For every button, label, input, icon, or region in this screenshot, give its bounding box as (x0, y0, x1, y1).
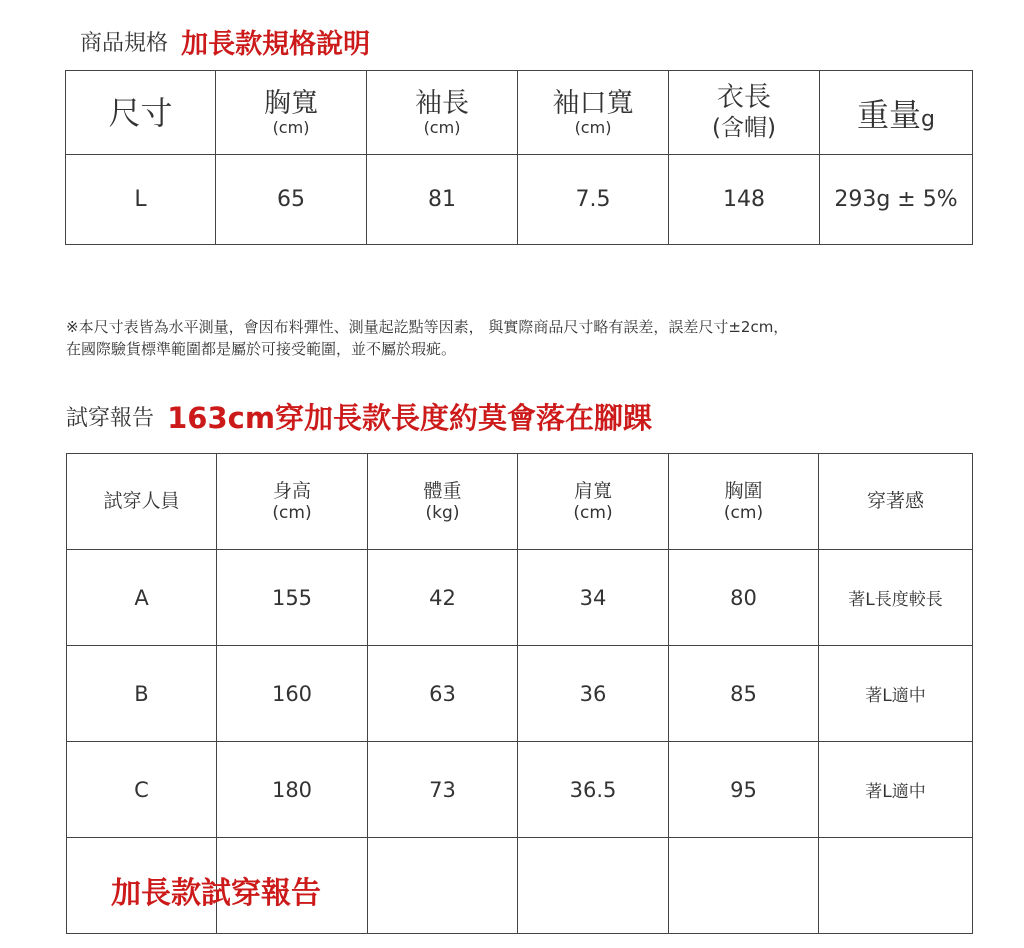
trial-footer-empty (368, 838, 518, 934)
trial-cell-height: 155 (217, 550, 368, 646)
spec-header-size: 尺寸 (66, 71, 216, 155)
trial-report-table (66, 453, 973, 934)
spec-cell-length: 148 (669, 155, 820, 245)
trial-footer-cell (67, 838, 321, 934)
spec-cell-cuff: 7.5 (518, 155, 669, 245)
trial-cell-chest: 85 (669, 646, 819, 742)
trial-cell-fit: 著L適中 (819, 742, 973, 838)
trial-cell-person: A (67, 550, 217, 646)
size-spec-table (65, 70, 973, 245)
trial-header-shoulder: 肩寬 (cm) (518, 454, 669, 550)
measurement-note (66, 316, 1006, 360)
trial-section-title: 163cm穿加長款長度約莫會落在腳踝 (167, 401, 653, 435)
spec-header-row (66, 71, 973, 155)
note-line-1: ※本尺寸表皆為水平測量，會因布料彈性、測量起訖點等因素， 與實際商品尺寸略有誤差，誤差尺寸±2cm， (66, 318, 789, 336)
trial-footer-empty (819, 838, 973, 934)
trial-header-fit: 穿著感 (819, 454, 973, 550)
trial-row-c (67, 742, 973, 838)
trial-cell-person: B (67, 646, 217, 742)
trial-header-weight: 體重 (kg) (368, 454, 518, 550)
trial-cell-person: C (67, 742, 217, 838)
spec-section-label: 商品規格 (80, 31, 169, 56)
trial-cell-chest: 95 (669, 742, 819, 838)
spec-heading (80, 22, 370, 61)
trial-cell-height: 180 (217, 742, 368, 838)
note-line-2: 在國際驗貨標準範圍都是屬於可接受範圍，並不屬於瑕疵。 (66, 340, 457, 358)
trial-cell-shoulder: 36 (518, 646, 669, 742)
spec-cell-size: L (66, 155, 216, 245)
spec-section-title: 加長款規格說明 (181, 29, 371, 60)
trial-footer-row (67, 838, 973, 934)
spec-header-chest: 胸寬 (cm) (216, 71, 367, 155)
trial-cell-weight: 73 (368, 742, 518, 838)
trial-cell-chest: 80 (669, 550, 819, 646)
trial-cell-weight: 63 (368, 646, 518, 742)
trial-header-height: 身高 (cm) (217, 454, 368, 550)
spec-row (66, 155, 973, 245)
spec-cell-sleeve: 81 (367, 155, 518, 245)
spec-cell-weight: 293g ± 5% (820, 155, 973, 245)
spec-header-weight: 重量g (820, 71, 973, 155)
spec-cell-chest: 65 (216, 155, 367, 245)
trial-cell-shoulder: 36.5 (518, 742, 669, 838)
trial-footer-label: 加長款試穿報告 (111, 876, 321, 911)
trial-row-a (67, 550, 973, 646)
trial-cell-fit: 著L長度較長 (819, 550, 973, 646)
trial-cell-shoulder: 34 (518, 550, 669, 646)
trial-header-person: 試穿人員 (67, 454, 217, 550)
trial-cell-fit: 著L適中 (819, 646, 973, 742)
trial-heading (66, 396, 652, 437)
trial-header-row (67, 454, 973, 550)
trial-section-label: 試穿報告 (66, 406, 155, 431)
trial-footer-empty (669, 838, 819, 934)
trial-footer-empty (518, 838, 669, 934)
spec-header-cuff: 袖口寬 (cm) (518, 71, 669, 155)
trial-row-b (67, 646, 973, 742)
spec-header-sleeve: 袖長 (cm) (367, 71, 518, 155)
spec-header-length: 衣長 (含帽) (669, 71, 820, 155)
trial-header-chest: 胸圍 (cm) (669, 454, 819, 550)
trial-cell-height: 160 (217, 646, 368, 742)
trial-cell-weight: 42 (368, 550, 518, 646)
